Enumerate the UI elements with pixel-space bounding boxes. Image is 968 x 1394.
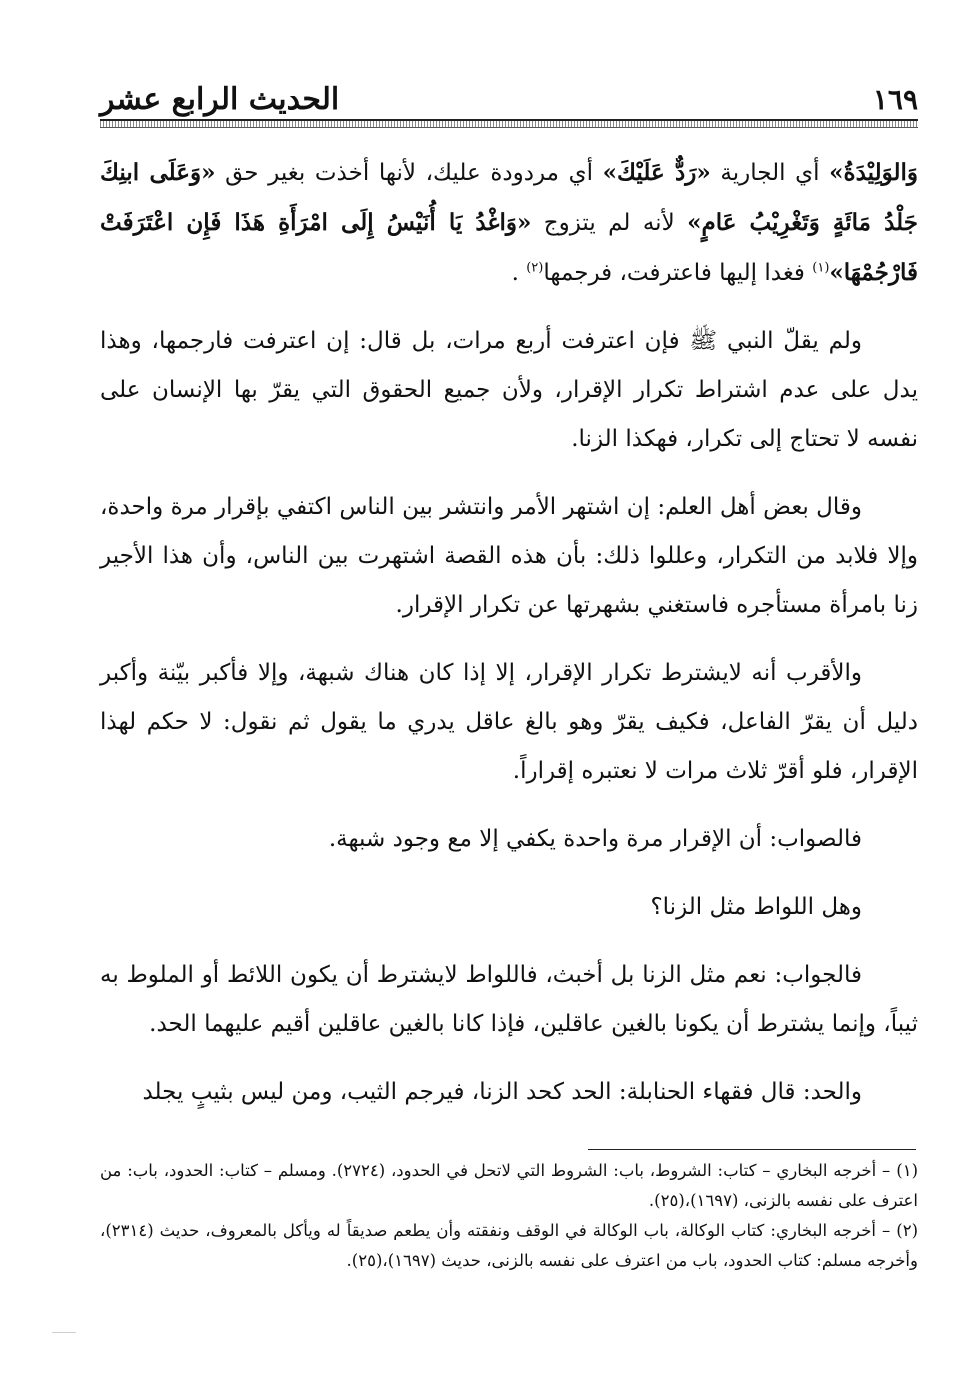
- footnote-reference[interactable]: (١): [812, 260, 830, 276]
- footnote-divider: [588, 1149, 916, 1150]
- footnote-reference[interactable]: (٢): [526, 260, 544, 276]
- footnotes: [100, 1156, 918, 1276]
- hadith-quote: «وَعَلَى ابنِكَ جَلْدُ مَائَةٍ وَتَغْرِيْبُ عَامٍ»: [100, 159, 918, 236]
- paragraph-1: [100, 148, 918, 298]
- running-header: [100, 78, 918, 122]
- hadith-quote: «رَدٌّ عَلَيْكَ»: [602, 159, 711, 186]
- paragraph-3: وقال بعض أهل العلم: إن اشتهر الأمر وانتشر بين الناس اكتفي بإقرار مرة واحدة، وإلا فلابد من التكرار، وعللوا ذلك: بأن هذه القصة اشتهرت بين الناس، وأن هذا الأجير زنا بامرأة مستأجره فاستغني بشهرتها عن تكرار الإقرار.: [100, 494, 918, 618]
- commentary-text: أي مردودة عليك، لأنها أخذت بغير حق: [215, 160, 603, 186]
- commentary-text: لأنه لم يتزوج: [531, 210, 688, 236]
- paragraph-8: والحد: قال فقهاء الحنابلة: الحد كحد الزنا، فيرجم الثيب، ومن ليس بثيبٍ يجلد: [142, 1079, 862, 1105]
- scan-mark: [52, 1332, 76, 1333]
- page-number: ١٦٩: [872, 83, 918, 116]
- paragraph-6: وهل اللواط مثل الزنا؟: [650, 894, 862, 920]
- main-text: [100, 148, 918, 1136]
- footnote-text: – أخرجه البخاري – كتاب: الشروط، باب: الشروط التي لاتحل في الحدود، (٢٧٢٤). ومسلم – كتاب: الحدود، باب: من اعترف على نفسه بالزنى، (١٦٩٧)،(٢٥).: [100, 1161, 918, 1210]
- commentary-text: أي الجارية: [710, 160, 830, 186]
- chapter-title: الحديث الرابع عشر: [100, 82, 340, 117]
- paragraph-5: فالصواب: أن الإقرار مرة واحدة يكفي إلا مع وجود شبهة.: [328, 826, 862, 852]
- footnote-marker: (١): [896, 1161, 919, 1180]
- hadith-quote: وَالوَلِيْدَةُ»: [829, 159, 918, 186]
- paragraph-7: فالجواب: نعم مثل الزنا بل أخبث، فاللواط لايشترط أن يكون اللائط أو الملوط به ثيباً، وإنما يشترط أن يكونا بالغين عاقلين، فإذا كانا بالغين عاقلين أقيم عليهما الحد.: [100, 962, 918, 1037]
- commentary-text: فغدا إليها فاعترفت، فرجمها: [543, 260, 813, 286]
- header-divider: [100, 119, 918, 128]
- footnote-marker: (٢): [896, 1221, 918, 1240]
- paragraph-2: ولم يقلّ النبي ﷺ فإن اعترفت أربع مرات، بل قال: إن اعترفت فارجمها، وهذا يدل على عدم اشتراط تكرار الإقرار، ولأن جميع الحقوق التي يقرّ بها الإنسان على نفسه لا تحتاج إلى تكرار، فهكذا الزنا.: [100, 328, 918, 452]
- hadith-quote: «وَاغْدُ يَا أُنَيْسُ إِلَى امْرَأَةِ هَذَا فَإِن اعْتَرَفَتْ فَارْجُمْهَا»: [100, 209, 918, 286]
- footnote-1: [100, 1156, 918, 1216]
- footnote-2: [100, 1216, 918, 1276]
- footnote-text: – أخرجه البخاري: كتاب الوكالة، باب الوكالة في الوقف ونفقته وأن يطعم صديقاً له ويأكل بالمعروف، حديث (٢٣١٤)، وأخرجه مسلم: كتاب الحدود، باب من اعترف على نفسه بالزنى، حديث (١٦٩٧)،(٢٥).: [100, 1221, 918, 1270]
- commentary-text: .: [511, 260, 527, 286]
- paragraph-4: والأقرب أنه لايشترط تكرار الإقرار، إلا إذا كان هناك شبهة، وإلا فأكبر بيّنة وأكبر دليل أن يقرّ الفاعل، فكيف يقرّ وهو بالغ عاقل يدري ما يقول ثم نقول: لا حكم لهذا الإقرار، فلو أقرّ ثلاث مرات لا نعتبره إقراراً.: [100, 660, 918, 784]
